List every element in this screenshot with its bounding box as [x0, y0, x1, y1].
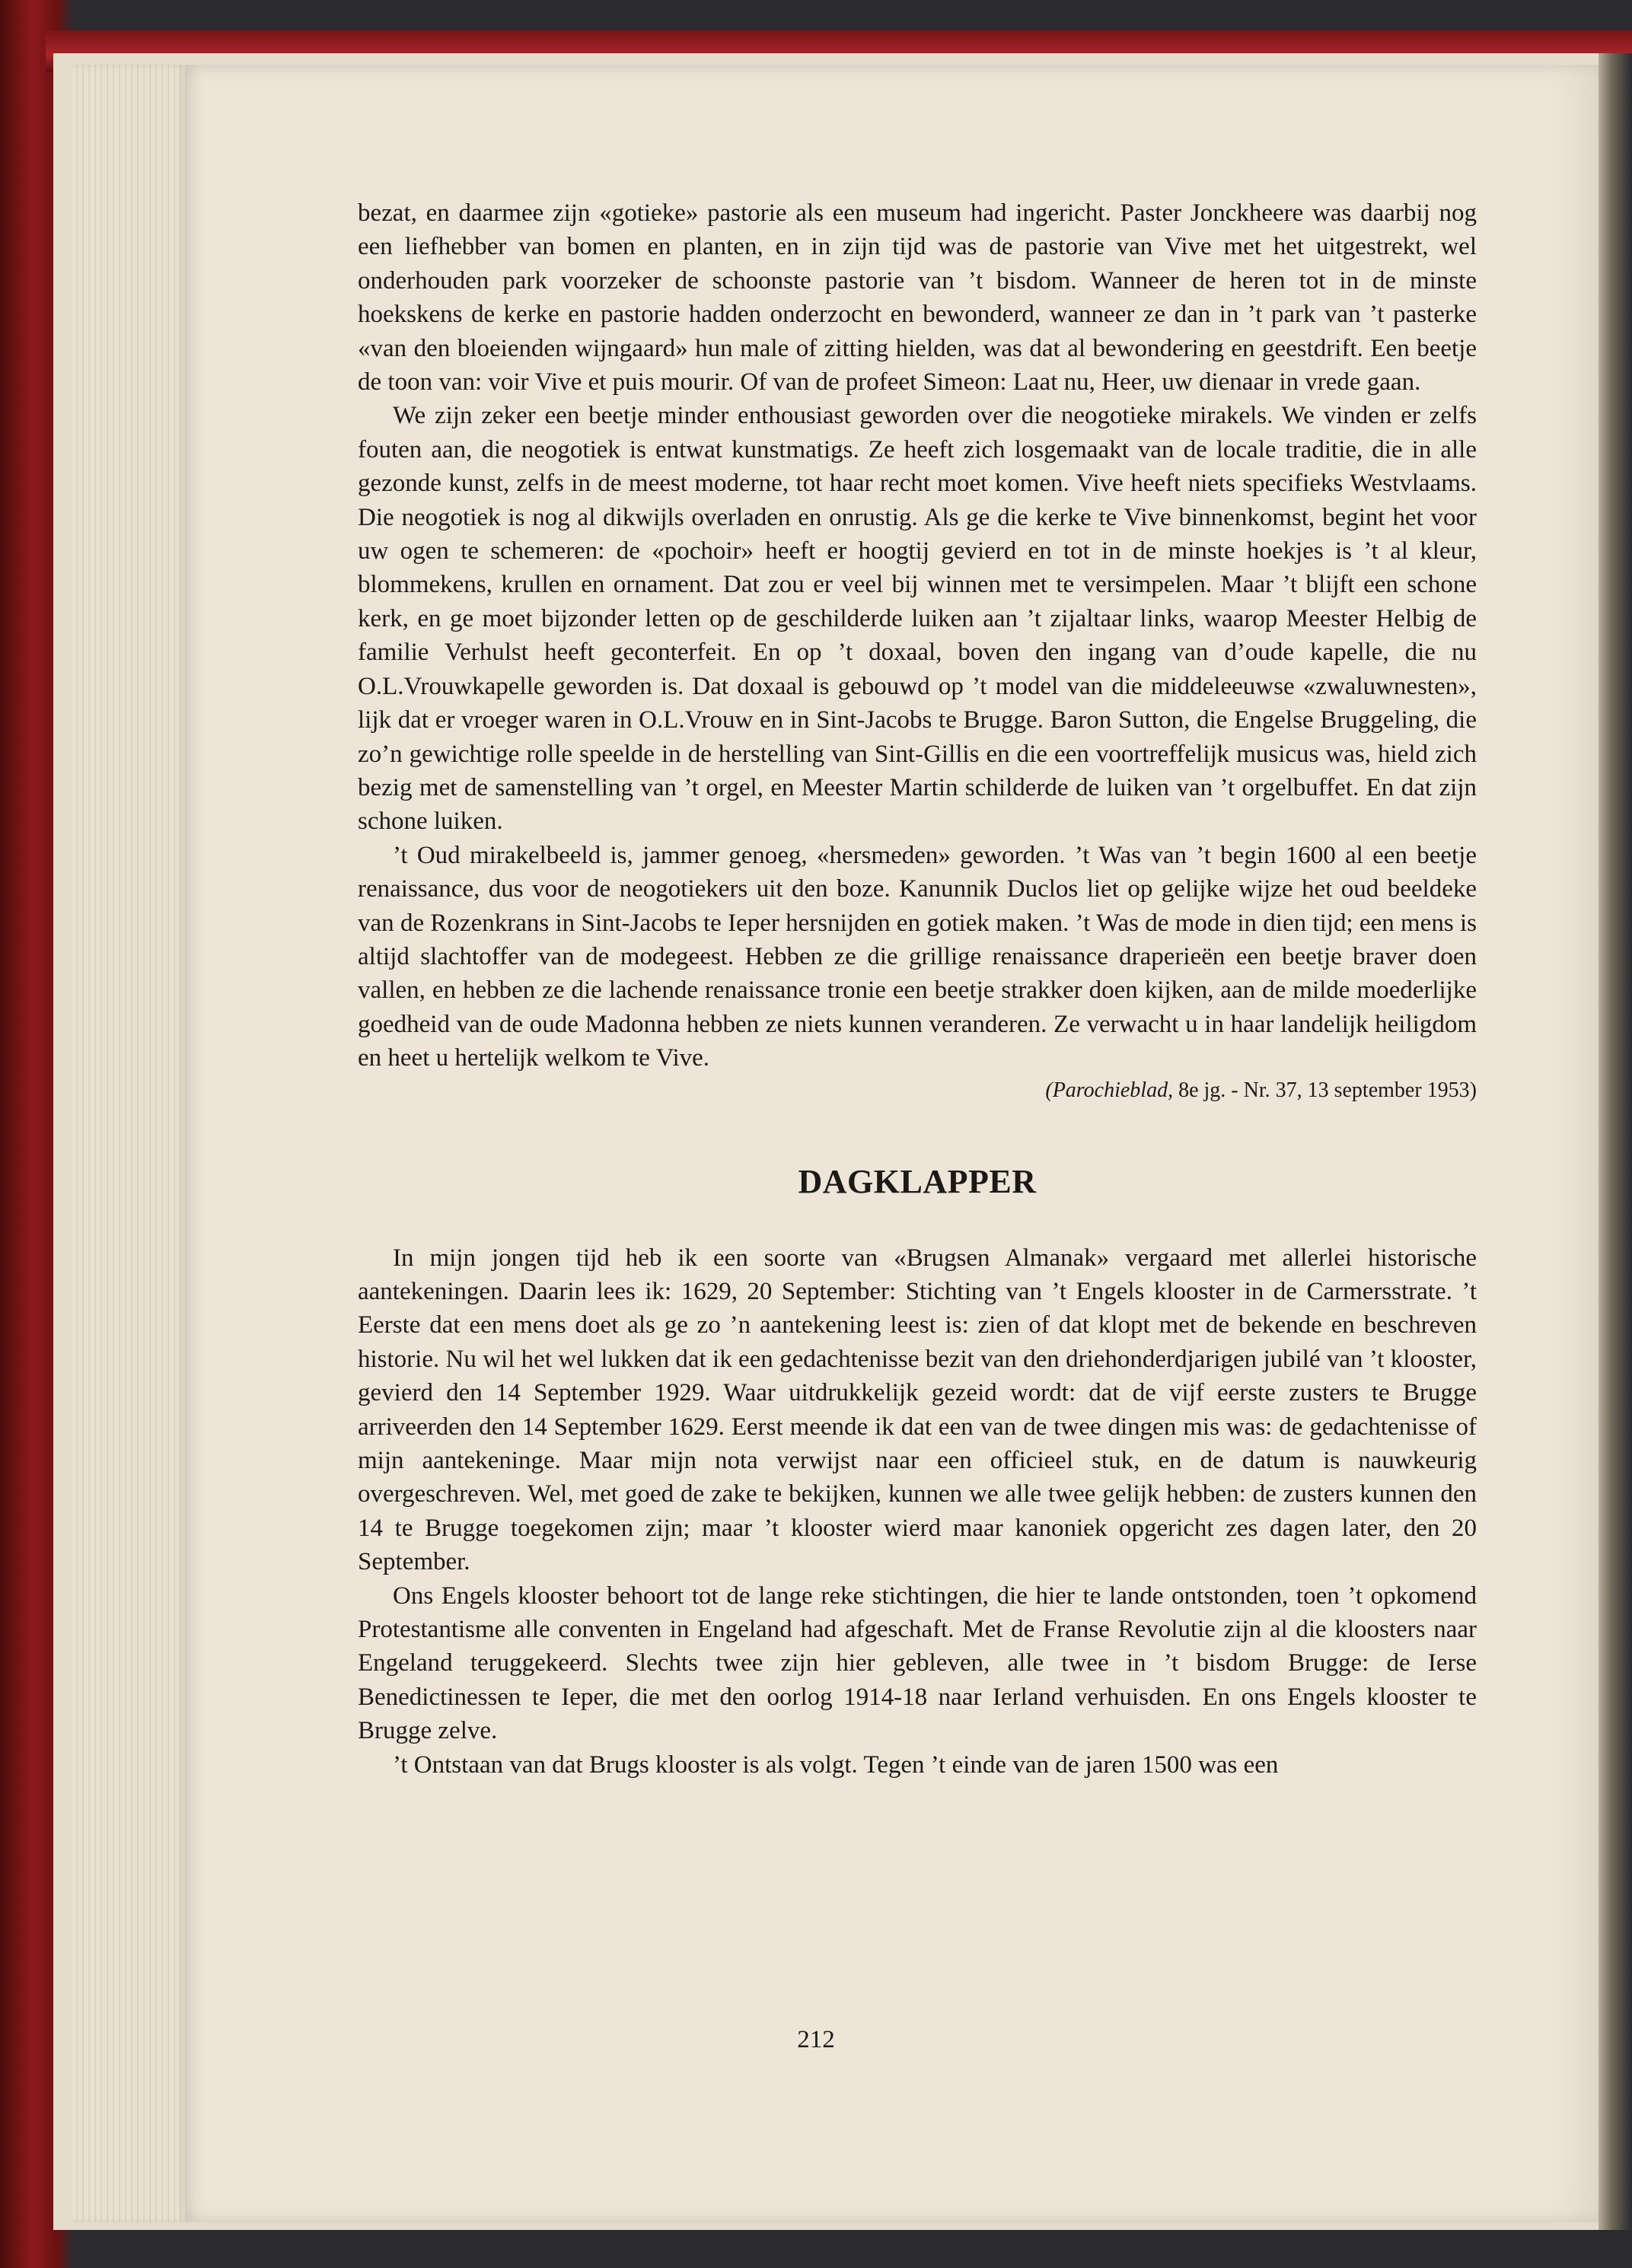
paragraph: Ons Engels klooster behoort tot de lange reke stichtingen, die hier te lande ontstonden, toen ’t opkomend Protestantisme alle conventen in Engeland had afgeschaft. Met de Franse Revolutie zijn al die kloosters naar Engeland teruggekeerd. Slechts twee zijn hier gebleven, alle twee in ’t bisdom Brugge: de Ierse Benedictinessen te Ieper, die met den oorlog 1914-18 naar Ierland verhuisden. En ons Engels klooster te Brugge zelve.	[358, 1582, 1477, 1745]
paragraph: bezat, en daarmee zijn «gotieke» pastorie als een museum had ingericht. Paster Jonckheere was daarbij nog een liefhebber van bomen en planten, en in zijn tijd was de pastorie van Vive met het uitgestrekt, wel onderhouden park voorzeker de schoonste pastorie van ’t bisdom. Wanneer de heren tot in de minste hoekskens de kerke en pastorie hadden onderzocht en bewonderd, wanneer ze dan in ’t park van ’t pasterke «van den bloeienden wijngaard» hun male of zitting hielden, was dat al bewondering en geestdrift. Een beetje de toon van: voir Vive et puis mourir. Of van de profeet Simeon: Laat nu, Heer, uw dienaar in vrede gaan.	[358, 199, 1477, 397]
page-text	[358, 196, 1477, 1782]
paragraph: ’t Ontstaan van dat Brugs klooster is als volgt. Tegen ’t einde van de jaren 1500 was een	[393, 1750, 1279, 1779]
page-number: 212	[797, 2026, 835, 2053]
paragraph: ’t Oud mirakelbeeld is, jammer genoeg, «hersmeden» geworden. ’t Was van ’t begin 1600 al een beetje renaissance, dus voor de neogotiekers uit den boze. Kanunnik Duclos liet op gelijke wijze het oud beeldeke van de Rozenkrans in Sint-Jacobs te Ieper hersnijden en gotiek maken. ’t Was de mode in dien tijd; een mens is altijd slachtoffer van de modegeest. Hebben ze die grillige renaissance draperieën een beetje braver doen vallen, en hebben ze die lachende renaissance tronie een beetje strakker doen kijken, aan de milde moederlijke goedheid van de oude Madonna hebben ze niets kunnen veranderen. Ze verwacht u in haar landelijk heiligdom en heet u hertelijk welkom te Vive.	[358, 841, 1477, 1072]
paragraph: We zijn zeker een beetje minder enthousiast geworden over die neogotieke mirakels. We vinden er zelfs fouten aan, die neogotiek is entwat kunstmatigs. Ze heeft zich losgemaakt van de locale traditie, die in alle gezonde kunst, zelfs in de meest moderne, tot haar recht moet komen. Vive heeft niets specifieks Westvlaams. Die neogotiek is nog al dikwijls overladen en onrustig. Als ge die kerke te Vive binnenkomst, begint het voor uw ogen te schemeren: de «pochoir» heeft er hoogtij gevierd en tot in de minste hoekjes is ’t al kleur, blommekens, krullen en ornament. Dat zou er veel bij winnen met te versimpelen. Maar ’t blijft een schone kerk, en ge moet bijzonder letten op de geschilderde luiken aan ’t zijaltaar links, waarop Meester Helbig de familie Verhulst heeft geconterfeit. En op ’t doxaal, boven den ingang van d’oude kapelle, die nu O.L.Vrouwkapelle geworden is. Dat doxaal is gebouwd op ’t model van die middeleeuwse «zwaluwnesten», lijk dat er vroeger waren in O.L.Vrouw en in Sint-Jacobs te Brugge. Baron Sutton, die Engelse Bruggeling, die zo’n gewichtige rolle speelde in de herstelling van Sint-Gillis en die een voortreffelijk musicus was, hield zich bezig met de samenstelling van ’t orgel, en Meester Martin schilderde de luiken van ’t orgelbuffet. En dat zijn schone luiken.	[358, 402, 1477, 836]
citation-source: (Parochieblad,	[1045, 1078, 1174, 1102]
citation-details: 8e jg. - Nr. 37, 13 september 1953)	[1173, 1078, 1477, 1102]
section-heading: DAGKLAPPER	[798, 1162, 1037, 1200]
page-stack-edge	[72, 65, 186, 2222]
citation	[358, 1075, 1477, 1106]
paragraph: In mijn jongen tijd heb ik een soorte van «Brugsen Almanak» vergaard met allerlei historische aantekeningen. Daarin lees ik: 1629, 20 September: Stichting van ’t Engels klooster in de Carmersstrate. ’t Eerste dat een mens doet als ge zo ’n aantekening leest is: zien of dat klopt met de bekende en beschreven historie. Nu wil het wel lukken dat ik een gedachtenisse bezit van den driehonderdjarigen jubilé van ’t klooster, gevierd den 14 September 1929. Waar uitdrukkelijk gezeid wordt: dat de vijf eerste zusters te Brugge arriveerden den 14 September 1629. Eerst meende ik dat een van de twee dingen mis was: de gedachtenisse of mijn aantekeninge. Maar mijn nota verwijst naar een officieel stuk, en de datum is nauwkeurig overgeschreven. Wel, met goed de zake te bekijken, kunnen we alle twee gelijk hebben: de zusters kunnen den 14 te Brugge toegekomen zijn; maar ’t klooster wierd maar kanoniek opgericht zes dagen later, den 20 September.	[358, 1244, 1477, 1576]
page-gutter-shadow	[1599, 53, 1632, 2230]
